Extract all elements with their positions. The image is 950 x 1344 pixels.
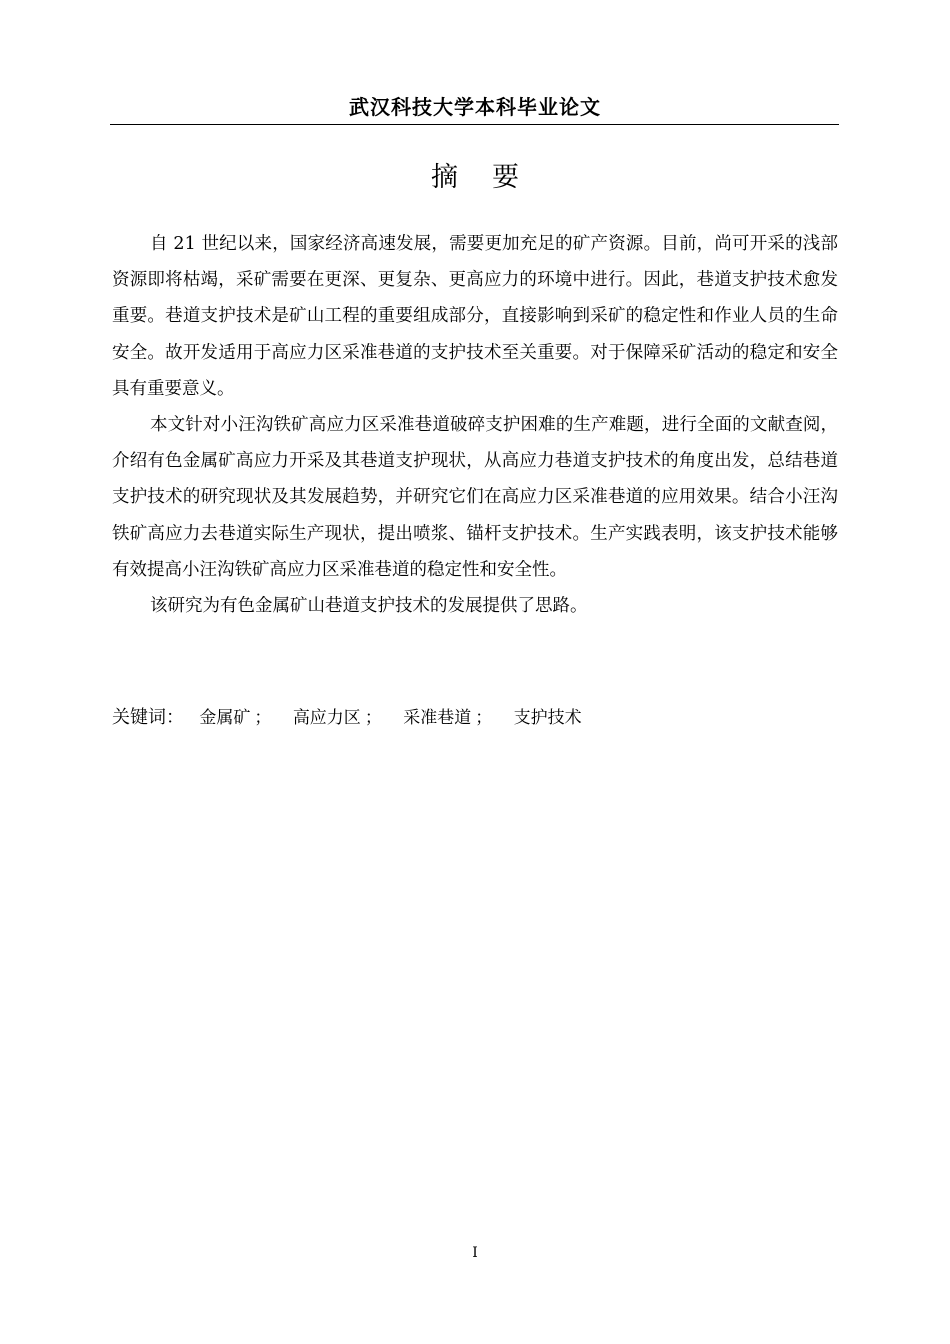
header-divider — [110, 124, 839, 125]
keyword-separator: ； — [254, 708, 272, 728]
keywords-label: 关键词： — [112, 707, 184, 728]
document-header-title: 武汉科技大学本科毕业论文 — [349, 95, 601, 119]
abstract-body — [112, 226, 838, 624]
abstract-paragraph-3: 该研究为有色金属矿山巷道支护技术的发展提供了思路。 — [150, 596, 588, 617]
keyword-1: 金属矿 — [199, 708, 251, 728]
abstract-paragraph-1: 自 21 世纪以来，国家经济高速发展，需要更加充足的矿产资源。目前，尚可开采的浅部资源即将枯竭，采矿需要在更深、更复杂、更高应力的环境中进行。因此，巷道支护技术愈发重要。巷道支护技术是矿山工程的重要组成部分，直接影响到采矿的稳定性和作业人员的生命安全。故开发适用于高应力区采准巷道的支护技术至关重要。对于保障采矿活动的稳定和安全具有重要意义。 — [112, 234, 838, 399]
keyword-separator: ； — [364, 708, 382, 728]
keyword-2: 高应力区 — [292, 708, 361, 728]
abstract-paragraph-2: 本文针对小汪沟铁矿高应力区采准巷道破碎支护困难的生产难题，进行全面的文献查阅，介绍有色金属矿高应力开采及其巷道支护现状，从高应力巷道支护技术的角度出发，总结巷道支护技术的研究现状及其发展趋势，并研究它们在高应力区采准巷道的应用效果。结合小汪沟铁矿高应力去巷道实际生产现状，提出喷浆、锚杆支护技术。生产实践表明，该支护技术能够有效提高小汪沟铁矿高应力区采准巷道的稳定性和安全性。 — [112, 415, 838, 580]
keyword-3: 采准巷道 — [403, 708, 472, 728]
page-number: I — [472, 1245, 478, 1261]
keyword-separator: ； — [475, 708, 493, 728]
abstract-heading: 摘要 — [431, 162, 553, 193]
keywords-line — [112, 704, 838, 732]
keyword-4: 支护技术 — [513, 708, 582, 728]
